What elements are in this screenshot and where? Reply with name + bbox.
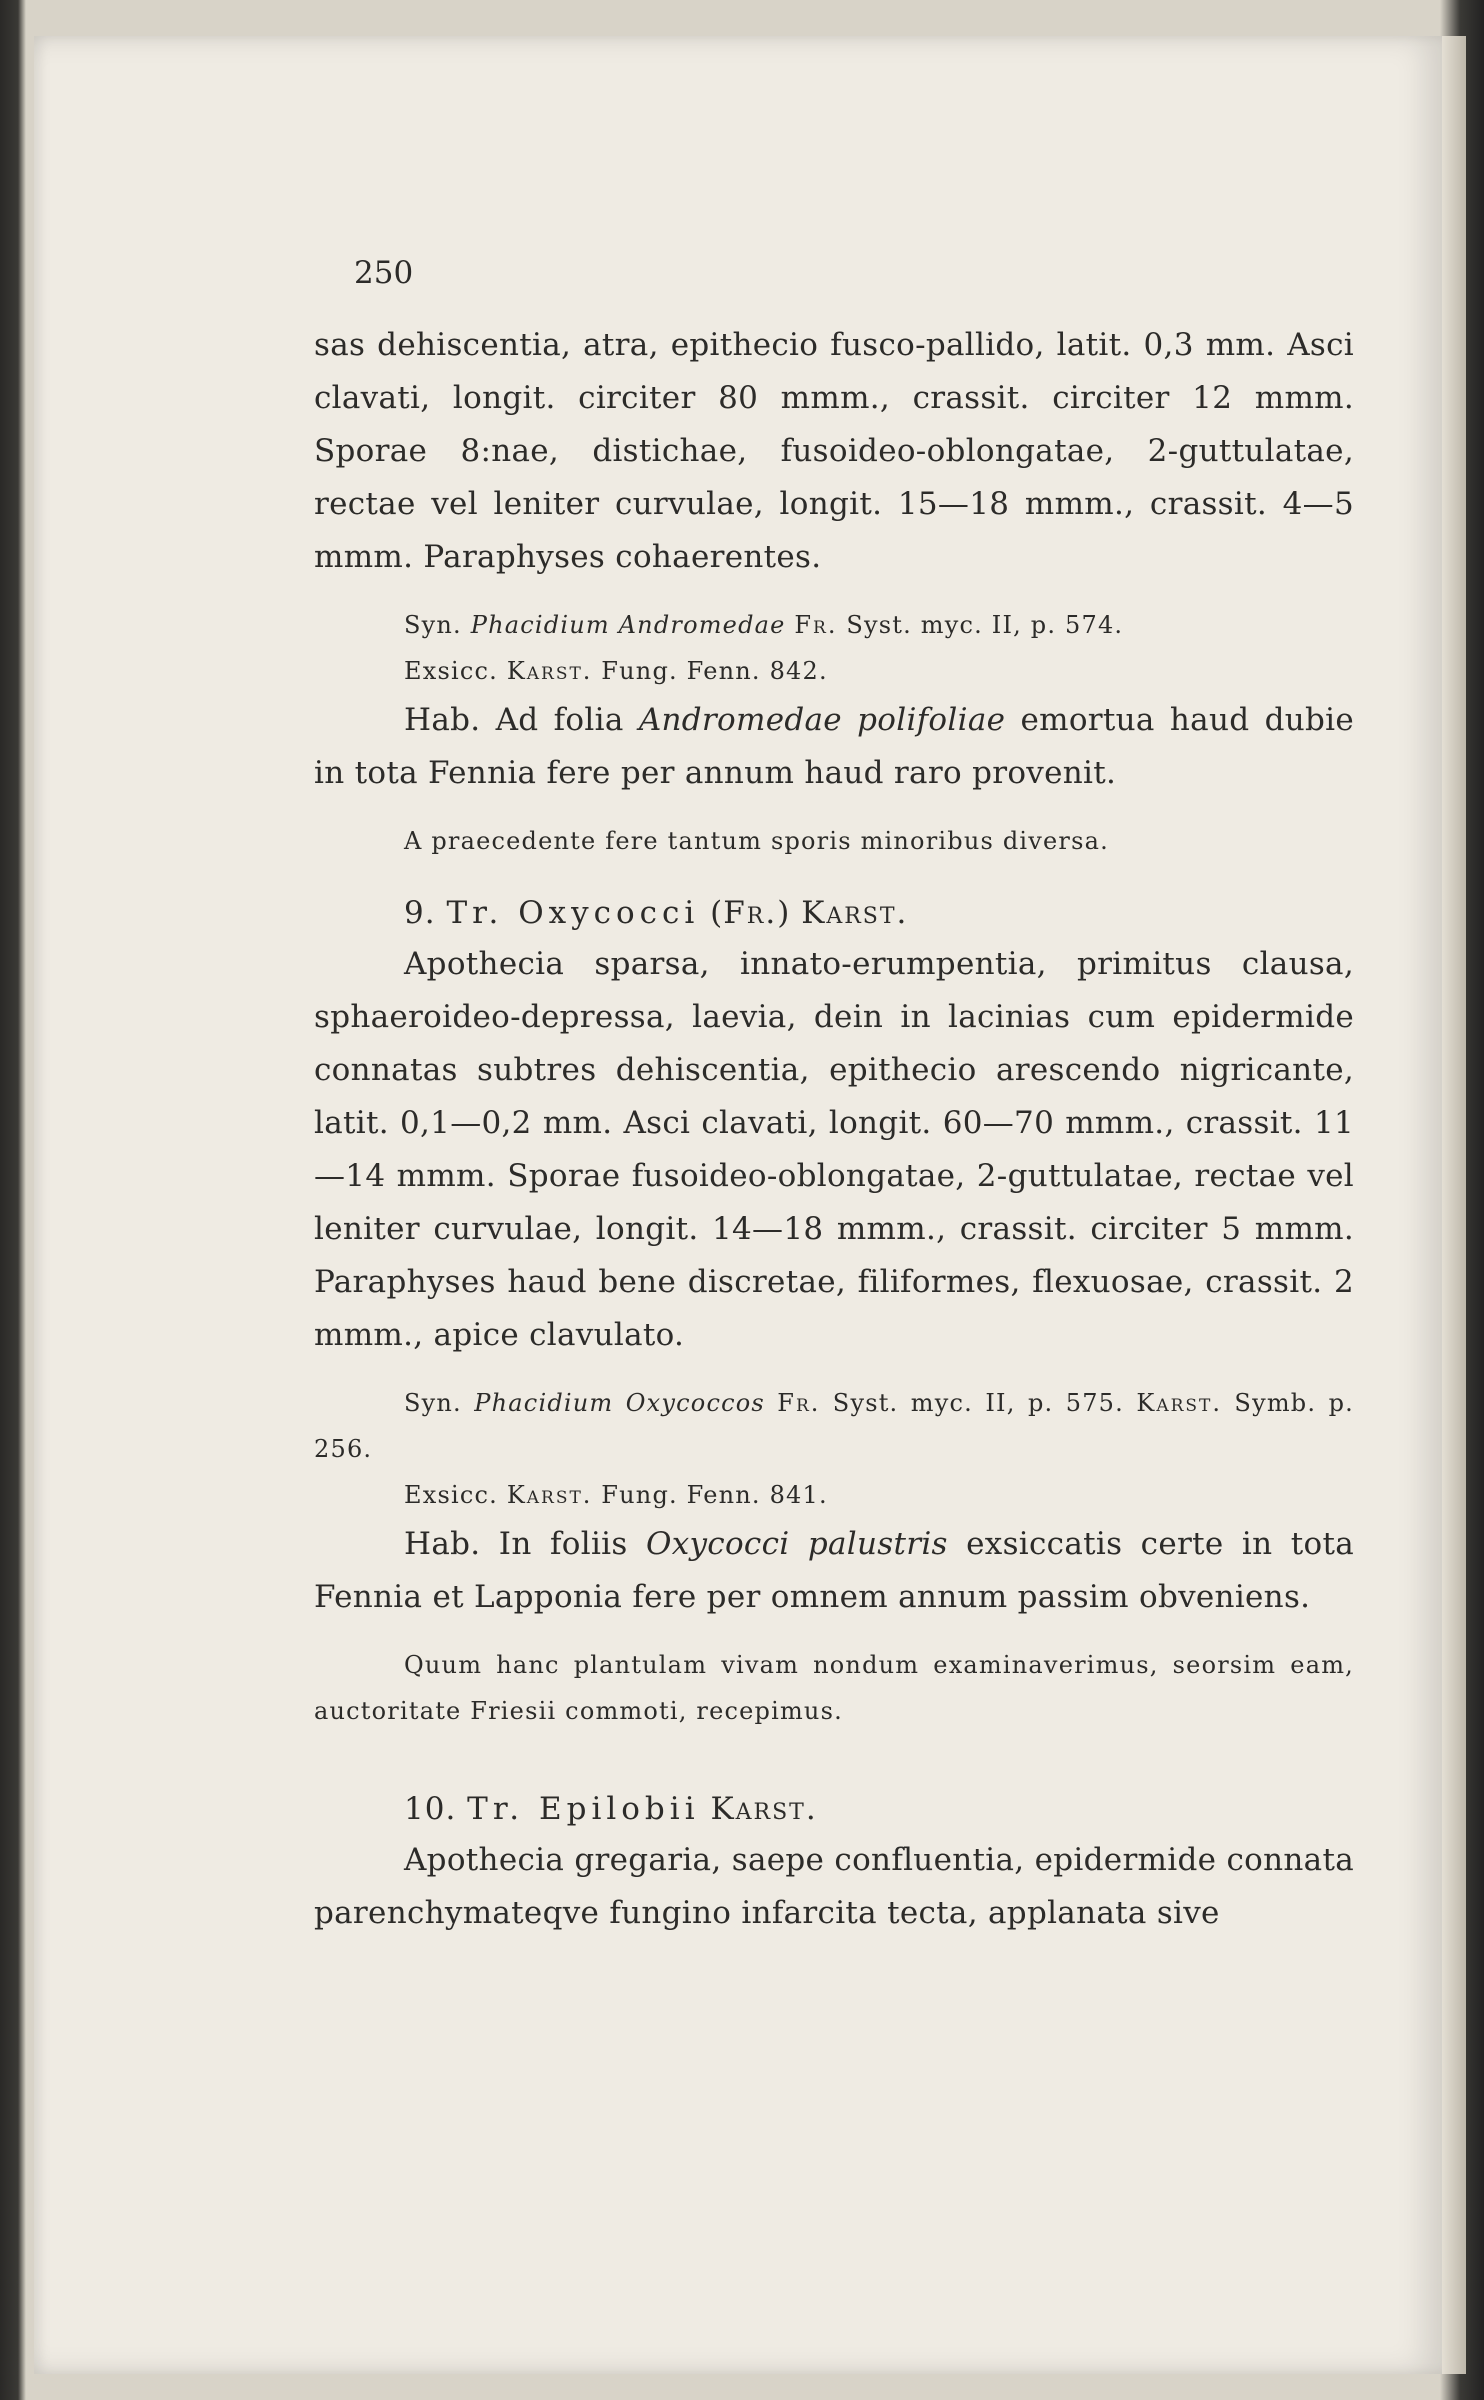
syn-author: Fr.: [777, 1389, 821, 1417]
species-heading-10: [404, 1784, 1354, 1834]
hab-label: Hab. Ad folia: [404, 702, 624, 738]
paragraph-description-continued: sas dehiscentia, atra, epithecio fusco-pallido, latit. 0,3 mm. Asci clavati, longit. circiter 80 mmm., crassit. circiter 12 mmm. Sporae 8:nae, distichae, fusoideo-oblongatae, 2-guttulatae, rectae vel leniter curvulae, longit. 15—18 mmm., crassit. 4—5 mmm. Paraphyses cohaerentes.: [314, 327, 1354, 575]
species-author: Fr.: [723, 895, 778, 931]
species-heading-9: 9. Tr. Oxycocci (Fr.) Karst.: [404, 895, 909, 931]
hab-host: Oxycocci palustris: [645, 1526, 948, 1562]
habitat-paragraph-1: [314, 694, 1354, 800]
syn-author-2: Karst.: [1136, 1389, 1223, 1417]
exsicc-reference: Fung. Fenn. 842.: [601, 657, 828, 685]
synonym-line-2: [314, 1380, 1354, 1472]
syn-reference: Syst. myc. II, p. 574.: [846, 611, 1124, 639]
paragraph-description-9: Apothecia sparsa, innato-erumpentia, primitus clausa, sphaeroideo-depressa, laevia, dein in lacinias cum epidermide connatas subtres dehiscentia, epithecio arescendo nigricante, latit. 0,1—0,2 mm. Asci clavati, longit. 60—70 mmm., crassit. 11—14 mmm. Sporae fusoideo-oblongatae, 2-guttulatae, rectae vel leniter curvulae, longit. 14—18 mmm., crassit. circiter 5 mmm. Paraphyses haud bene discretae, filiformes, flexuosae, crassit. 2 mmm., apice clavulato.: [314, 946, 1354, 1353]
syn-label: Syn.: [404, 1389, 462, 1417]
exsicc-label: Exsicc.: [404, 1481, 498, 1509]
page-edge: [1442, 36, 1466, 2374]
syn-reference-2: Symb. p. 256.: [314, 1389, 1354, 1463]
paragraph-description-10: Apothecia gregaria, saepe confluentia, epidermide connata parenchymateqve fungino infarcita tecta, applanata sive: [314, 1842, 1354, 1931]
species-number: 10.: [404, 1791, 457, 1827]
synonym-line-1: [314, 602, 1354, 648]
exsiccata-line-1: [314, 648, 1354, 694]
hab-text: emortua haud dubie in tota Fennia fere per annum haud raro provenit.: [314, 702, 1354, 791]
exsicc-label: Exsicc.: [404, 657, 498, 685]
exsicc-reference: Fung. Fenn. 841.: [601, 1481, 828, 1509]
exsiccata-line-2: [314, 1472, 1354, 1518]
syn-author: Fr.: [794, 611, 838, 639]
hab-text: exsiccatis certe in tota Fennia et Lapponia fere per omnem annum passim obveniens.: [314, 1526, 1355, 1615]
note-2: Quum hanc plantulam vivam nondum examinaverimus, seorsim eam, auctoritate Friesii commoti, recepimus.: [314, 1651, 1354, 1725]
habitat-paragraph-2: [314, 1518, 1354, 1624]
note-1: A praecedente fere tantum sporis minoribus diversa.: [404, 827, 1109, 855]
species-number: 9.: [404, 895, 436, 931]
syn-taxon: Phacidium Andromedae: [470, 611, 786, 639]
syn-taxon: Phacidium Oxycoccos: [474, 1389, 765, 1417]
species-name: Tr. Epilobii: [467, 1791, 700, 1827]
exsicc-author: Karst.: [506, 1481, 593, 1509]
hab-host: Andromedae polifoliae: [638, 702, 1006, 738]
species-author: Karst.: [710, 1791, 818, 1827]
page-number: 250: [354, 255, 414, 291]
page-content: [314, 255, 1354, 1940]
syn-reference: Syst. myc. II, p. 575.: [832, 1389, 1124, 1417]
species-name: Tr. Oxycocci: [446, 895, 700, 931]
syn-label: Syn.: [404, 611, 462, 639]
hab-label: Hab. In foliis: [404, 1526, 628, 1562]
species-author-2: Karst.: [801, 895, 909, 931]
exsicc-author: Karst.: [506, 657, 593, 685]
